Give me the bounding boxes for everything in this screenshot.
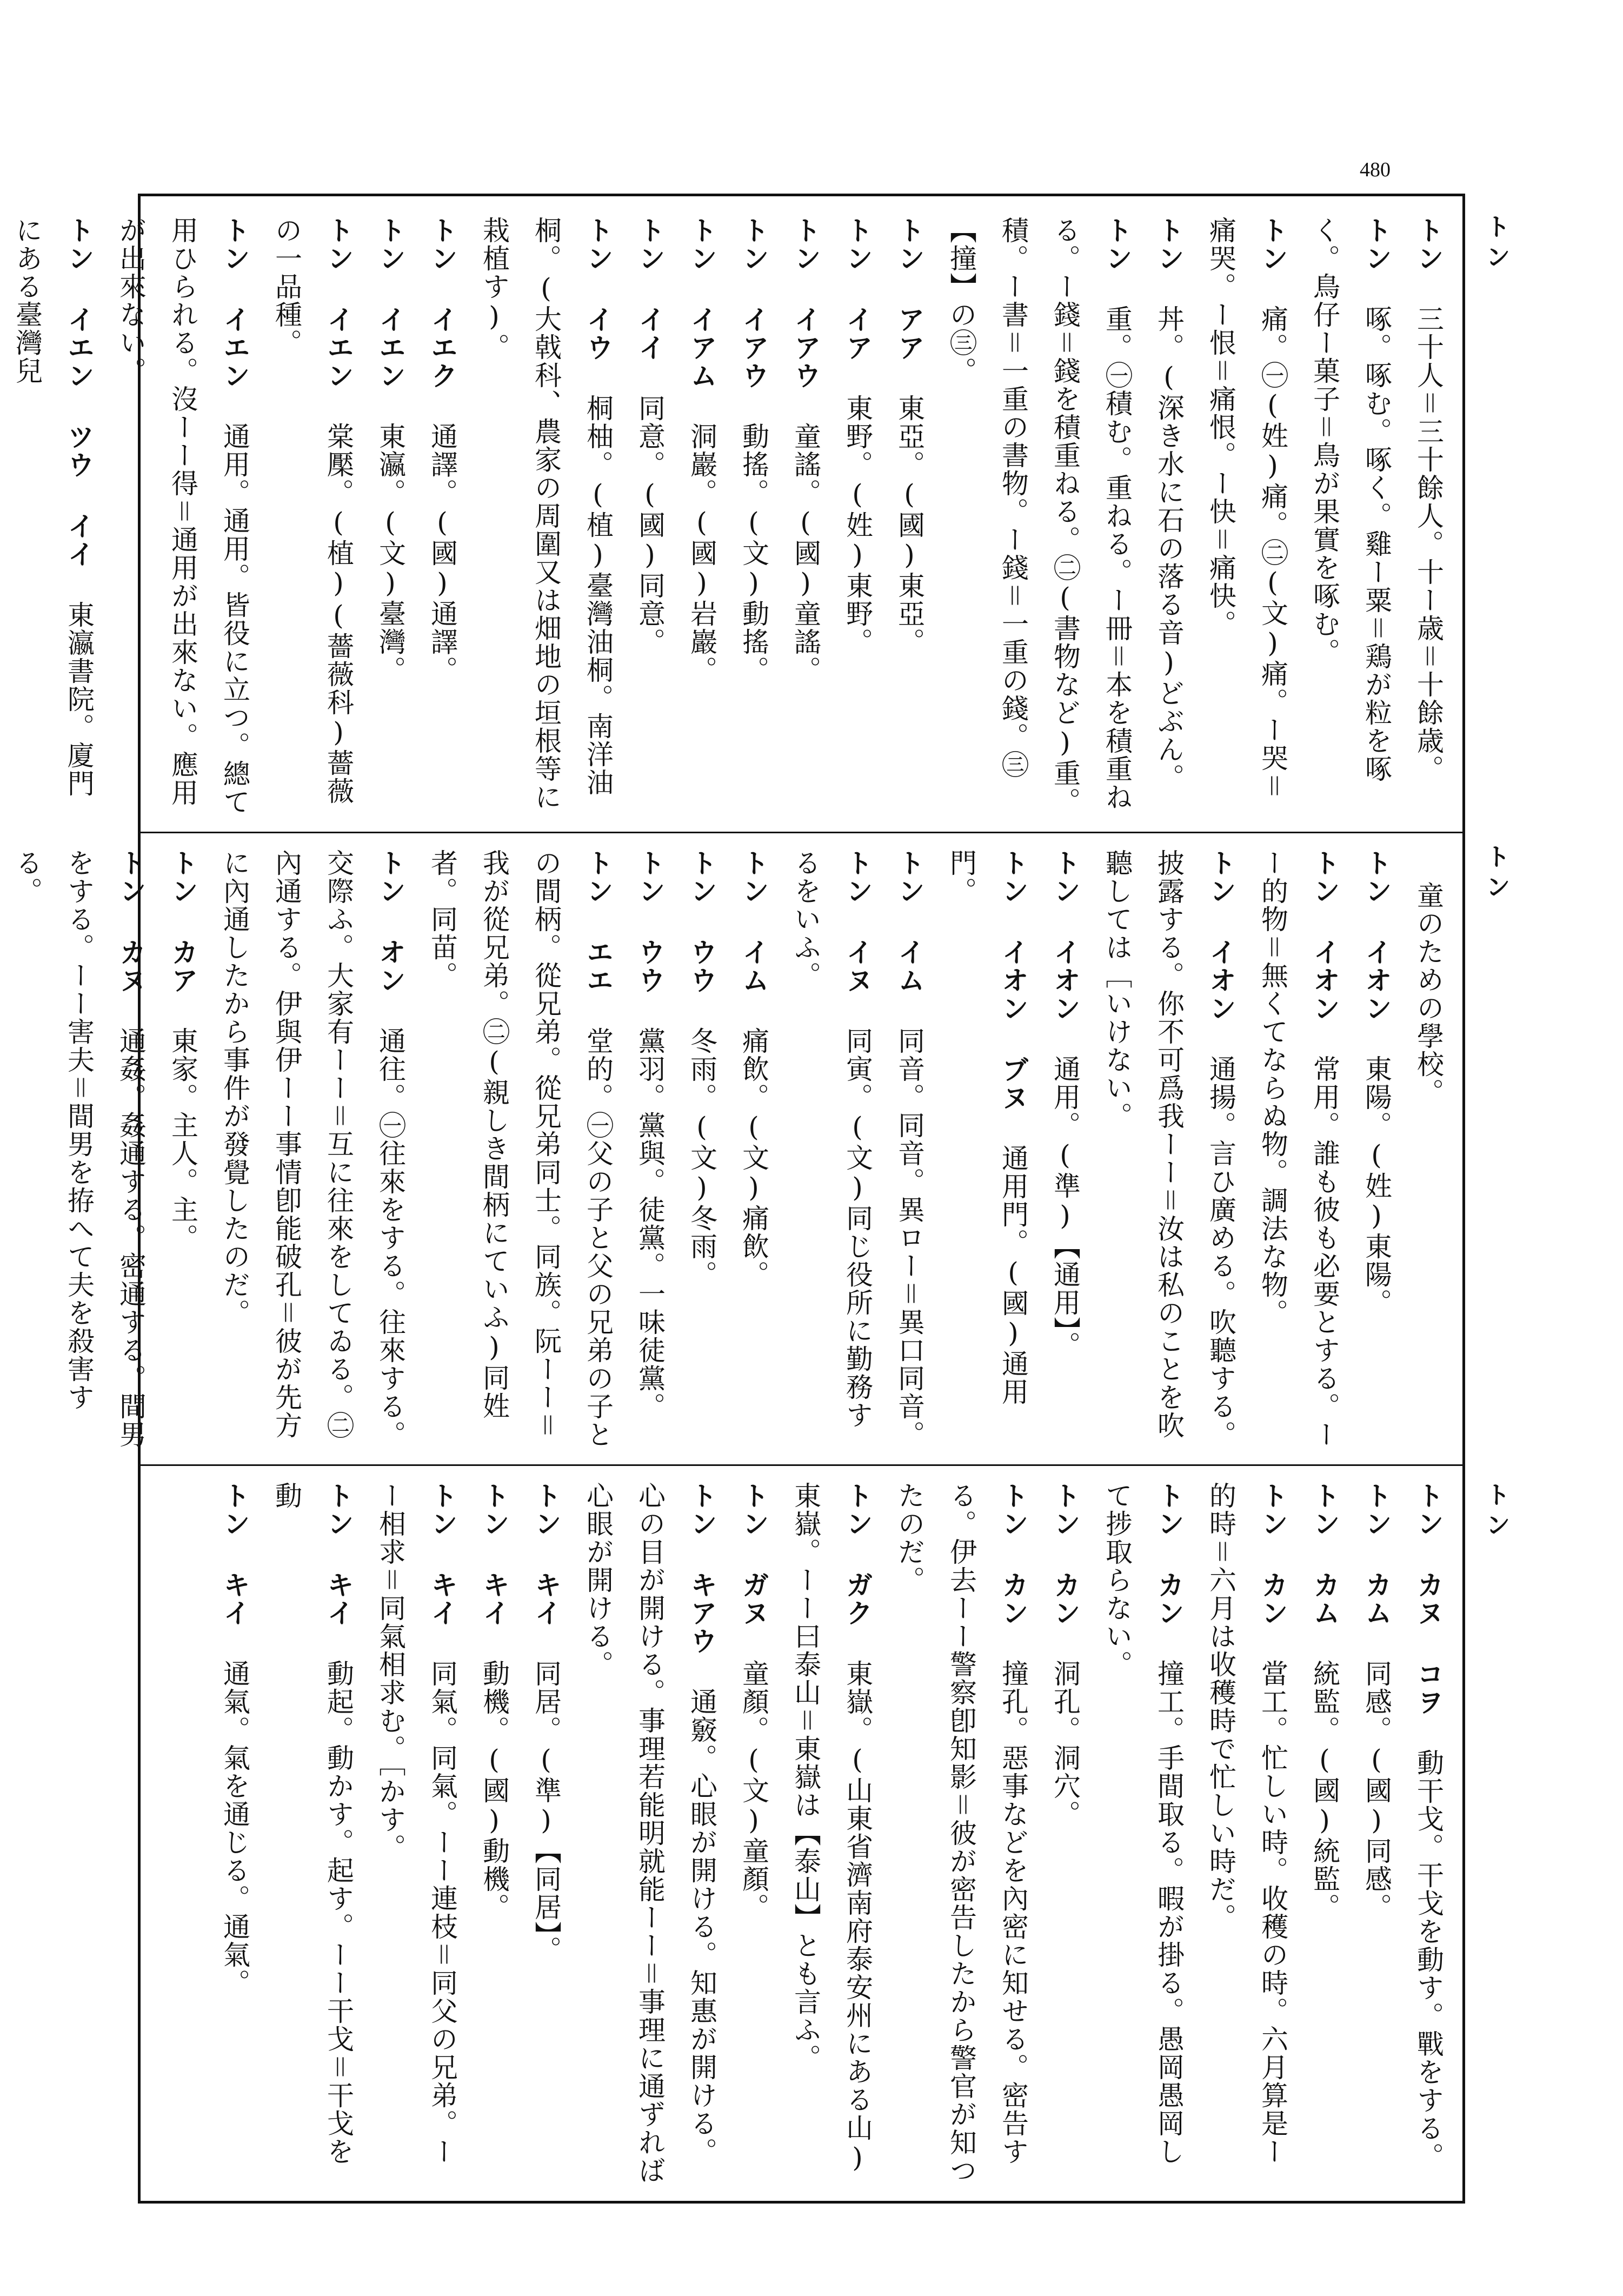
dictionary-entry <box>883 1482 1039 2185</box>
dictionary-entry <box>1039 849 1091 1449</box>
entry-headword: トン カム <box>1309 1482 1341 1627</box>
entry-headword: トン イアウ <box>738 216 770 390</box>
tier-bottom <box>146 1482 1454 2185</box>
entry-text: 童顏。(文)童顏。 <box>738 1660 769 1921</box>
entry-text: 同音。同音。異ロー＝異口同音。 <box>894 1027 925 1449</box>
entry-headword: トン キイ <box>530 1482 562 1627</box>
entry-text: 同寅。(文)同じ役所に勤務するをいふ。 <box>790 849 873 1429</box>
entry-text: 洞巖。(國)岩巖。 <box>686 422 717 684</box>
tier-divider-1 <box>141 832 1462 833</box>
dictionary-entry <box>364 1482 468 2185</box>
dictionary-entry <box>157 849 209 1449</box>
entry-headword: トン キイ <box>219 1482 251 1627</box>
dictionary-entry <box>209 1482 261 2185</box>
entry-headword: トン イエン <box>219 216 251 390</box>
entry-text: 痛。㊀(姓)痛。㊁(文)痛。ー哭＝痛哭。ー恨＝痛恨。ー快＝痛快。 <box>1205 216 1288 800</box>
tier-middle <box>11 849 1454 1449</box>
dictionary-entry <box>780 849 883 1449</box>
entry-headword: トン ウウ <box>686 849 718 994</box>
entry-text: 通氣。氣を通じる。通氣。 <box>219 1660 250 1997</box>
entry-text: 東野。(姓)東野。 <box>842 394 873 656</box>
entry-text: 棠檿。(植)(薔薇科)薔薇の一品種。 <box>271 216 354 805</box>
entry-text: 堂的。㊀父の子と父の兄弟の子との間柄。從兄弟。從兄弟同士。同族。阮ーー＝我が從兄弟。㊁(親しき間柄にていふ)同姓者。同苗。 <box>427 849 614 1449</box>
dictionary-entry <box>416 849 624 1449</box>
entry-headword: トン イオン <box>1309 849 1341 1023</box>
entry-text: 同感。(國)同感。 <box>1361 1660 1392 1921</box>
entry-text: 同居。(準)【同居】。 <box>530 1660 562 1964</box>
running-head-top: トン <box>1482 214 1511 274</box>
entry-text: 啄。啄む。啄く。雞ー粟＝鶏が粒を啄く。鳥仔ー菓子＝鳥が果實を啄む。 <box>1309 216 1392 783</box>
entry-headword: トン イエン <box>323 216 355 390</box>
entry-headword: トン イム <box>738 849 770 994</box>
dictionary-entry <box>261 1482 364 2185</box>
dictionary-entry <box>1402 849 1454 1449</box>
entry-text: 同意。(國)同意。 <box>634 394 666 656</box>
dictionary-entry <box>676 216 728 817</box>
entry-text: 黨羽。黨與。徒黨。一味徒黨。 <box>634 1027 666 1421</box>
entry-headword: トン キイ <box>478 1482 510 1627</box>
entry-headword: トン カン <box>997 1482 1029 1627</box>
entry-headword: トン オン <box>375 849 407 994</box>
entry-headword: トン イエン ツウ イイ <box>63 216 95 568</box>
entry-headword: トン イウ <box>582 216 614 362</box>
running-head-middle: トン <box>1482 844 1511 904</box>
entry-text: 通竅。心眼が開ける。知惠が開ける。心の目が開ける。事理若能明就能ーー＝事理に通ずれば心眼が開ける。 <box>582 1482 717 2185</box>
dictionary-entry <box>624 849 676 1449</box>
dictionary-entry <box>1091 849 1247 1449</box>
dictionary-entry <box>1195 1482 1299 2185</box>
dictionary-entry <box>468 216 624 817</box>
dictionary-entry <box>1299 216 1402 817</box>
entry-headword: トン イア <box>842 216 874 362</box>
dictionary-entry <box>728 216 780 817</box>
dictionary-entry <box>1402 216 1454 817</box>
dictionary-entry <box>572 1482 728 2185</box>
entry-headword: トン イオン <box>1205 849 1237 1023</box>
entry-headword: トン イエク <box>427 216 458 390</box>
entry-text: 東瀛書院。廈門にある臺灣兒 <box>11 216 95 798</box>
dictionary-entry <box>780 216 832 817</box>
dictionary-entry <box>1 216 105 817</box>
entry-headword: トン <box>1101 216 1133 273</box>
tier-divider-2 <box>141 1464 1462 1466</box>
running-head-bottom: トン <box>1482 1482 1511 1542</box>
entry-text: 撞工。手間取る。暇が掛る。愚岡愚岡して捗取らない。 <box>1101 1482 1185 2166</box>
entry-text: 丼。(深き水に石の落る音)どぶん。 <box>1153 305 1185 792</box>
dictionary-entry <box>780 1482 883 2185</box>
entry-text: 通用。(準)【通用】。 <box>1049 1055 1081 1359</box>
dictionary-entry <box>416 216 468 817</box>
entry-headword: トン カヌ <box>115 849 147 994</box>
dictionary-entry <box>1039 1482 1091 2185</box>
entry-headword: トン エエ <box>582 849 614 994</box>
entry-text: 童のための學校。 <box>1413 881 1444 1106</box>
entry-headword: トン イイ <box>634 216 666 362</box>
entry-text: 童謠。(國)童謠。 <box>790 422 821 684</box>
entry-text: 東陽。(姓)東陽。 <box>1361 1055 1392 1317</box>
dictionary-entry <box>520 1482 572 2185</box>
entry-text: 動起。動かす。起す。ーー干戈＝干戈を動 <box>271 1482 354 2166</box>
entry-headword: トン イヌ <box>842 849 874 994</box>
entry-text: 東瀛。(文)臺灣。 <box>375 422 406 684</box>
entry-text: 通揚。言ひ廣める。吹聽する。披露する。你不可爲我ーー＝汝は私のことを吹聽しては［いけない。 <box>1101 849 1236 1449</box>
dictionary-entry <box>883 849 935 1449</box>
entry-headword: トン <box>1361 216 1393 273</box>
entry-headword: トン イム <box>894 849 926 994</box>
entry-headword: トン キアウ <box>686 1482 718 1655</box>
dictionary-entry <box>1351 849 1402 1449</box>
dictionary-entry <box>364 216 416 817</box>
entry-headword: トン イアム <box>686 216 718 390</box>
entry-text: 三十人＝三十餘人。十ー歳＝十餘歳。 <box>1413 305 1444 783</box>
entry-headword: トン イオン ブヌ <box>997 849 1029 1112</box>
dictionary-entry <box>728 1482 780 2185</box>
dictionary-entry <box>883 216 935 817</box>
dictionary-entry <box>468 1482 520 2185</box>
entry-text: 同氣。同氣。ーー連枝＝同父の兄弟。ーー相求＝同氣相求む。［かす。 <box>375 1482 458 2166</box>
dictionary-entry <box>676 849 728 1449</box>
entry-text: 通用門。(國)通用門。 <box>946 849 1029 1406</box>
entry-headword: トン カン <box>1153 1482 1185 1627</box>
entry-headword: トン カン <box>1257 1482 1289 1627</box>
dictionary-entry <box>728 849 780 1449</box>
entry-text: 通用。通用。皆役に立つ。總て用ひられる。沒ーー得＝通用が出來ない。應用が出來ない。 <box>115 216 250 816</box>
dictionary-entry <box>1 849 157 1449</box>
entry-text: 常用。誰も彼も必要とする。ーー的物＝無くてならぬ物。調法な物。 <box>1257 849 1340 1449</box>
entry-text: 東家。主人。主。 <box>167 1027 198 1252</box>
entry-text: 當工。忙しい時。收穫の時。六月算是ー的時＝六月は收穫時で忙しい時だ。 <box>1205 1482 1288 2166</box>
entry-text: 東亞。(國)東亞。 <box>894 394 925 656</box>
entry-text: 撞孔。惡事などを內密に知せる。密告する。伊去ーー警察卽知影＝彼が密告したから警官が知つたのだ。 <box>894 1482 1029 2185</box>
tier-top <box>11 216 1454 817</box>
entry-text: 動搖。(文)動搖。 <box>738 422 769 684</box>
entry-headword: トン ウウ <box>634 849 666 994</box>
entry-headword: トン キイ <box>427 1482 458 1627</box>
entry-headword: トン ガヌ <box>738 1482 770 1627</box>
entry-headword: トン <box>1413 216 1445 273</box>
entry-headword: トン <box>1153 216 1185 273</box>
dictionary-entry <box>209 849 416 1449</box>
entry-text: 冬雨。(文)冬雨。 <box>686 1027 717 1289</box>
dictionary-entry <box>1299 1482 1351 2185</box>
entry-headword: トン キイ <box>323 1482 355 1627</box>
entry-headword: トン イオン <box>1361 849 1393 1023</box>
entry-headword: トン カア <box>167 849 199 994</box>
entry-text: 通姦。姦通する。密通する。間男をする。ーー害夫＝間男を拵へて夫を殺害する。 <box>11 849 147 1449</box>
dictionary-entry <box>1351 1482 1402 2185</box>
dictionary-entry <box>832 216 883 817</box>
dictionary-entry <box>261 216 364 817</box>
dictionary-entry <box>1091 1482 1195 2185</box>
entry-headword: トン カム <box>1361 1482 1393 1627</box>
entry-headword: トン イアウ <box>790 216 822 390</box>
entry-text: 痛飲。(文)痛飲。 <box>738 1027 769 1289</box>
entry-text: 統監。(國)統監。 <box>1309 1660 1340 1921</box>
dictionary-entry <box>935 849 1039 1449</box>
dictionary-entry <box>105 216 261 817</box>
entry-headword: トン カヌ コヲ <box>1413 1482 1445 1716</box>
dictionary-entry <box>1247 849 1351 1449</box>
entry-text: 通往。㊀往來をする。往來する。交際ふ。大家有ーー＝互に往來をしてゐる。㊁內通する。伊與伊ーー事情卽能破孔＝彼が先方に內通したから事件が發覺したのだ。 <box>219 849 406 1449</box>
dictionary-entry <box>1402 1482 1454 2185</box>
entry-headword: トン <box>1257 216 1289 273</box>
entry-headword: トン カン <box>1049 1482 1081 1627</box>
entry-text: 動干戈。干戈を動す。戰をする。 <box>1413 1749 1444 2171</box>
dictionary-entry <box>624 216 676 817</box>
entry-headword: トン ガク <box>842 1482 874 1627</box>
entry-headword: トン アア <box>894 216 926 362</box>
dictionary-entry <box>935 216 1143 817</box>
entry-text: 洞孔。洞穴。 <box>1049 1660 1081 1828</box>
entry-headword: トン イエン <box>375 216 407 390</box>
entry-text: 通譯。(國)通譯。 <box>427 422 458 684</box>
entry-text: 東嶽。(山東省濟南府泰安州にある山)東嶽。ーー曰泰山＝東嶽は【泰山】とも言ふ。 <box>790 1482 873 2174</box>
dictionary-entry <box>1195 216 1299 817</box>
entry-headword: トン イオン <box>1049 849 1081 1023</box>
entry-text: 重。㊀積む。重ねる。ー冊＝本を積重ねる。ー錢＝錢を積重ねる。㊁(書物など)重。積。ー書＝一重の書物。ー錢＝一重の錢。㊂【撞】の㊂。 <box>946 216 1133 815</box>
entry-text: 動機。(國)動機。 <box>478 1660 510 1921</box>
dictionary-entry <box>1143 216 1195 817</box>
page-number: 480 <box>1360 158 1391 181</box>
entry-text: 桐柚。(植)臺灣油桐。南洋油桐。(大戟科、農家の周圍又は畑地の垣根等に栽植す)。 <box>478 216 614 811</box>
